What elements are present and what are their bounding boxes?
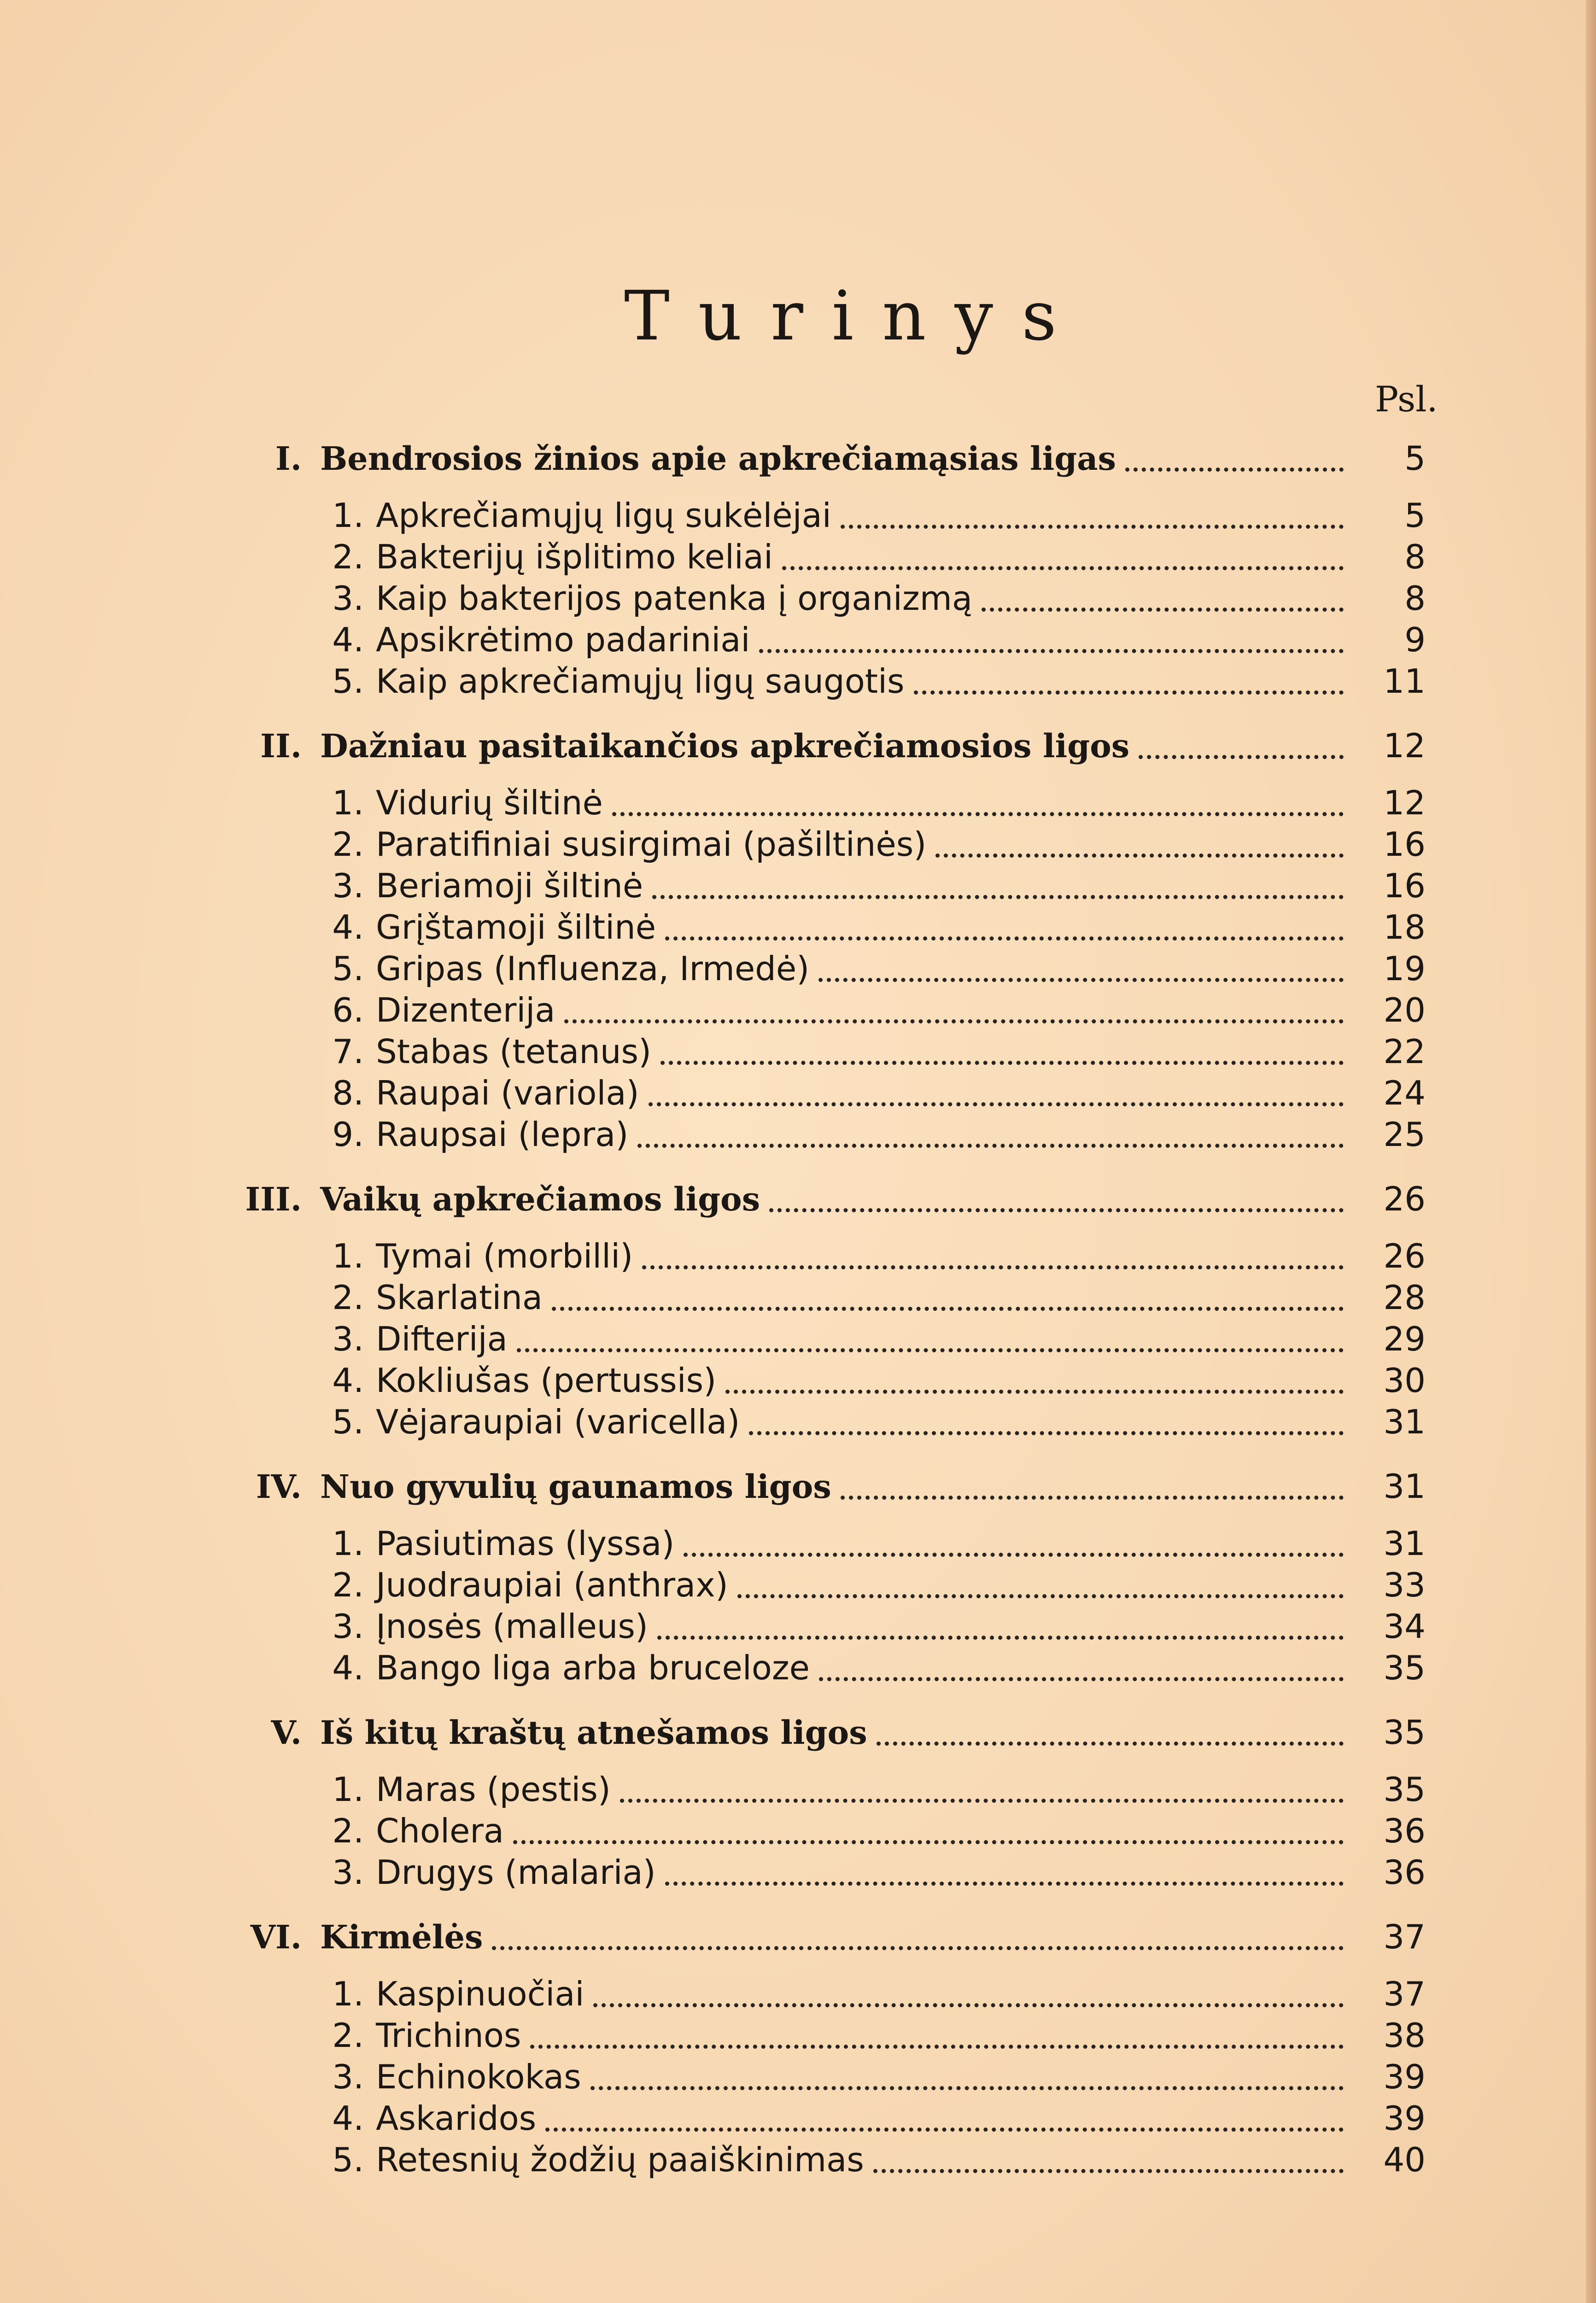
section-heading-page: 26: [1383, 1180, 1426, 1218]
section-heading-number: I.: [275, 439, 302, 478]
toc-entry-page: 11: [1383, 662, 1426, 701]
toc-entry-page: 39: [1383, 2099, 1426, 2138]
toc-section: [0, 1916, 1596, 2180]
page-title: Turinys: [624, 276, 1085, 356]
toc-entry-number: 1.: [332, 783, 364, 822]
toc-entry-page: 37: [1383, 1975, 1426, 2013]
toc-entry-title: Drugys (malaria): [376, 1853, 656, 1892]
toc-entry-title: Skarlatina: [376, 1278, 543, 1317]
toc-entry-number: 1.: [332, 1237, 364, 1275]
toc-entry: [0, 906, 1596, 948]
toc-entry-page: 8: [1404, 579, 1426, 618]
toc-entry-number: 5.: [332, 949, 364, 988]
section-heading-page: 35: [1383, 1713, 1426, 1752]
dot-leader: [737, 1589, 1344, 1598]
dot-leader: [620, 1793, 1344, 1803]
toc-entry-page: 38: [1383, 2016, 1426, 2055]
toc-entry-number: 2.: [332, 538, 364, 576]
toc-entry-page: 25: [1383, 1115, 1426, 1154]
toc-entry-number: 3.: [332, 866, 364, 905]
toc-entry-page: 30: [1383, 1361, 1426, 1400]
toc-entry-page: 34: [1383, 1607, 1426, 1646]
dot-leader: [652, 889, 1344, 899]
toc-entry-number: 2.: [332, 2016, 364, 2055]
dot-leader: [877, 1736, 1344, 1746]
toc-entry-number: 8.: [332, 1074, 364, 1112]
dot-leader: [593, 1998, 1344, 2007]
toc-entry-title: Kokliušas (pertussis): [376, 1361, 717, 1400]
toc-entry-title: Raupsai (lepra): [376, 1115, 629, 1154]
section-heading: [0, 1916, 1596, 1958]
dot-leader: [1125, 462, 1344, 472]
toc-entry: [0, 1031, 1596, 1072]
dot-leader: [818, 972, 1344, 982]
section-heading-number: IV.: [256, 1467, 302, 1506]
toc-entry-page: 19: [1383, 949, 1426, 988]
toc-section: [0, 1712, 1596, 1893]
toc-entry-page: 28: [1383, 1278, 1426, 1317]
toc-entry-title: Gripas (Influenza, Irmedė): [376, 949, 810, 988]
dot-leader: [935, 848, 1344, 858]
toc-entry-number: 9.: [332, 1115, 364, 1154]
toc-entry: [0, 989, 1596, 1031]
toc-entry-page: 40: [1383, 2140, 1426, 2179]
toc-entry-page: 8: [1404, 538, 1426, 576]
dot-leader: [873, 2163, 1344, 2173]
toc-entry-title: Kaip apkrečiamųjų ligų saugotis: [376, 662, 905, 701]
section-heading-title: Vaikų apkrečiamos ligos: [320, 1180, 760, 1218]
toc-entry: [0, 824, 1596, 865]
section-heading: [0, 1178, 1596, 1220]
toc-entry-number: 5.: [332, 2140, 364, 2179]
toc-entry-title: Vidurių šiltinė: [376, 783, 603, 822]
dot-leader: [637, 1138, 1344, 1148]
dot-leader: [517, 1343, 1344, 1352]
toc-entry-number: 3.: [332, 1853, 364, 1892]
toc-entry-page: 12: [1383, 783, 1426, 822]
toc-entry-title: Įnosės (malleus): [376, 1607, 649, 1646]
toc-entry-title: Dizenterija: [376, 991, 555, 1029]
dot-leader: [661, 1055, 1344, 1065]
toc-entry: [0, 948, 1596, 989]
dot-leader: [841, 519, 1344, 529]
section-heading-page: 31: [1383, 1467, 1426, 1506]
toc-entry-title: Beriamoji šiltinė: [376, 866, 643, 905]
dot-leader: [612, 807, 1344, 816]
toc-entry-title: Echinokokas: [376, 2058, 581, 2096]
dot-leader: [725, 1384, 1344, 1394]
toc-entry: [0, 619, 1596, 661]
toc-entry-title: Pasiutimas (lyssa): [376, 1524, 675, 1563]
toc-entry: [0, 1852, 1596, 1893]
toc-entry-title: Grįštamoji šiltinė: [376, 908, 656, 947]
toc-entry-number: 5.: [332, 1403, 364, 1441]
toc-entry-title: Cholera: [376, 1812, 504, 1850]
section-heading: [0, 725, 1596, 766]
toc-entry: [0, 1523, 1596, 1564]
toc-entry: [0, 495, 1596, 536]
toc-entry-title: Vėjaraupiai (varicella): [376, 1403, 740, 1441]
dot-leader: [564, 1014, 1344, 1023]
section-heading-page: 37: [1383, 1917, 1426, 1956]
toc-section: [0, 1178, 1596, 1443]
toc-entry-number: 2.: [332, 825, 364, 864]
toc-entry: [0, 661, 1596, 702]
toc-section: [0, 438, 1596, 702]
dot-leader: [841, 1490, 1344, 1500]
toc-entry-number: 4.: [332, 1648, 364, 1687]
dot-leader: [552, 1301, 1344, 1311]
toc-entry: [0, 1769, 1596, 1810]
toc-entry-page: 36: [1383, 1812, 1426, 1850]
toc-entry-page: 18: [1383, 908, 1426, 947]
toc-entry: [0, 1072, 1596, 1114]
section-heading-number: VI.: [250, 1918, 302, 1956]
toc-entry-number: 4.: [332, 908, 364, 947]
toc-section: [0, 1466, 1596, 1689]
toc-entry-number: 5.: [332, 662, 364, 701]
toc-entry: [0, 1114, 1596, 1155]
toc-entry: [0, 1606, 1596, 1647]
toc-entry-number: 1.: [332, 1770, 364, 1809]
section-heading-page: 12: [1383, 726, 1426, 765]
toc-entry-page: 22: [1383, 1032, 1426, 1071]
section-heading-title: Iš kitų kraštų atnešamos ligos: [320, 1713, 867, 1752]
toc-entry: [0, 782, 1596, 824]
toc-entry-number: 6.: [332, 991, 364, 1029]
toc-entry-title: Bango liga arba bruceloze: [376, 1648, 810, 1687]
toc-entry-page: 33: [1383, 1566, 1426, 1604]
toc-entry-page: 36: [1383, 1853, 1426, 1892]
section-heading: [0, 438, 1596, 479]
toc-entry-number: 3.: [332, 1607, 364, 1646]
toc-entry-title: Stabas (tetanus): [376, 1032, 652, 1071]
section-heading-title: Bendrosios žinios apie apkrečiamąsias ligas: [320, 439, 1116, 478]
dot-leader: [914, 685, 1344, 695]
toc-entry: [0, 1810, 1596, 1852]
toc-entry-title: Raupai (variola): [376, 1074, 639, 1112]
dot-leader: [819, 1672, 1344, 1681]
toc-entry: [0, 865, 1596, 906]
toc-entry-title: Tymai (morbilli): [376, 1237, 633, 1275]
toc-entry-title: Apsikrėtimo padariniai: [376, 620, 750, 659]
toc-entry-title: Juodraupiai (anthrax): [376, 1566, 728, 1604]
toc-entry: [0, 1564, 1596, 1606]
dot-leader: [782, 561, 1344, 570]
toc-entry-page: 16: [1383, 825, 1426, 864]
toc-entry-number: 2.: [332, 1566, 364, 1604]
toc-entry-page: 5: [1404, 496, 1426, 535]
toc-entry-number: 4.: [332, 1361, 364, 1400]
dot-leader: [665, 931, 1344, 941]
toc-entry: [0, 2098, 1596, 2139]
toc-section: [0, 725, 1596, 1155]
section-heading: [0, 1712, 1596, 1753]
toc-entry-title: Difterija: [376, 1320, 508, 1358]
section-heading: [0, 1466, 1596, 1507]
toc-entry-title: Bakterijų išplitimo keliai: [376, 538, 773, 576]
dot-leader: [982, 602, 1344, 612]
toc-entry-number: 2.: [332, 1278, 364, 1317]
toc-entry-number: 1.: [332, 496, 364, 535]
toc-entry: [0, 536, 1596, 578]
dot-leader: [492, 1941, 1344, 1950]
toc-entry: [0, 1277, 1596, 1318]
toc-entry-number: 3.: [332, 579, 364, 618]
toc-entry-number: 7.: [332, 1032, 364, 1071]
toc-entry-page: 29: [1383, 1320, 1426, 1358]
section-heading-number: V.: [271, 1713, 302, 1752]
toc-entry-title: Askaridos: [376, 2099, 537, 2138]
toc-entry: [0, 578, 1596, 619]
toc-entry-page: 9: [1404, 620, 1426, 659]
section-heading-number: III.: [245, 1180, 302, 1218]
section-heading-title: Nuo gyvulių gaunamos ligos: [320, 1467, 831, 1506]
dot-leader: [642, 1260, 1344, 1269]
dot-leader: [759, 643, 1344, 653]
toc-entry-number: 4.: [332, 620, 364, 659]
toc-entry: [0, 2139, 1596, 2180]
toc-entry-title: Paratifiniai susirgimai (pašiltinės): [376, 825, 927, 864]
toc-entry-title: Maras (pestis): [376, 1770, 611, 1809]
toc-entry-page: 39: [1383, 2058, 1426, 2096]
toc-entry-page: 20: [1383, 991, 1426, 1029]
toc-entry: [0, 1647, 1596, 1689]
section-heading-number: II.: [260, 727, 302, 765]
toc-entry-page: 16: [1383, 866, 1426, 905]
section-heading-title: Dažniau pasitaikančios apkrečiamosios ligos: [320, 727, 1130, 765]
toc-entry-number: 4.: [332, 2099, 364, 2138]
section-heading-page: 5: [1404, 439, 1426, 478]
toc-entry-page: 31: [1383, 1403, 1426, 1441]
toc-entry-title: Retesnių žodžių paaiškinimas: [376, 2140, 864, 2179]
table-of-contents: [0, 438, 1596, 2180]
toc-entry: [0, 2015, 1596, 2056]
toc-entry-title: Trichinos: [376, 2016, 521, 2055]
toc-entry-number: 3.: [332, 2058, 364, 2096]
toc-entry-page: 35: [1383, 1770, 1426, 1809]
dot-leader: [657, 1630, 1344, 1640]
toc-entry: [0, 2056, 1596, 2098]
toc-entry: [0, 1318, 1596, 1360]
dot-leader: [590, 2081, 1344, 2090]
toc-entry-title: Kaip bakterijos patenka į organizmą: [376, 579, 972, 618]
dot-leader: [530, 2039, 1344, 2049]
dot-leader: [545, 2122, 1344, 2132]
toc-entry-title: Kaspinuočiai: [376, 1975, 585, 2013]
dot-leader: [649, 1097, 1344, 1106]
toc-entry: [0, 1360, 1596, 1401]
toc-entry-number: 1.: [332, 1524, 364, 1563]
section-heading-title: Kirmėlės: [320, 1918, 483, 1956]
dot-leader: [665, 1876, 1344, 1886]
toc-entry-page: 35: [1383, 1648, 1426, 1687]
toc-entry-number: 2.: [332, 1812, 364, 1850]
toc-entry-page: 31: [1383, 1524, 1426, 1563]
dot-leader: [684, 1547, 1344, 1557]
dot-leader: [513, 1835, 1344, 1844]
toc-entry: [0, 1973, 1596, 2015]
toc-entry-number: 3.: [332, 1320, 364, 1358]
dot-leader: [1139, 749, 1344, 759]
page-column-label: Psl.: [1375, 379, 1438, 420]
toc-entry: [0, 1401, 1596, 1443]
dot-leader: [769, 1203, 1344, 1212]
toc-entry-page: 26: [1383, 1237, 1426, 1275]
toc-entry: [0, 1235, 1596, 1277]
toc-entry-title: Apkrečiamųjų ligų sukėlėjai: [376, 496, 831, 535]
toc-entry-number: 1.: [332, 1975, 364, 2013]
toc-entry-page: 24: [1383, 1074, 1426, 1112]
dot-leader: [749, 1426, 1344, 1435]
